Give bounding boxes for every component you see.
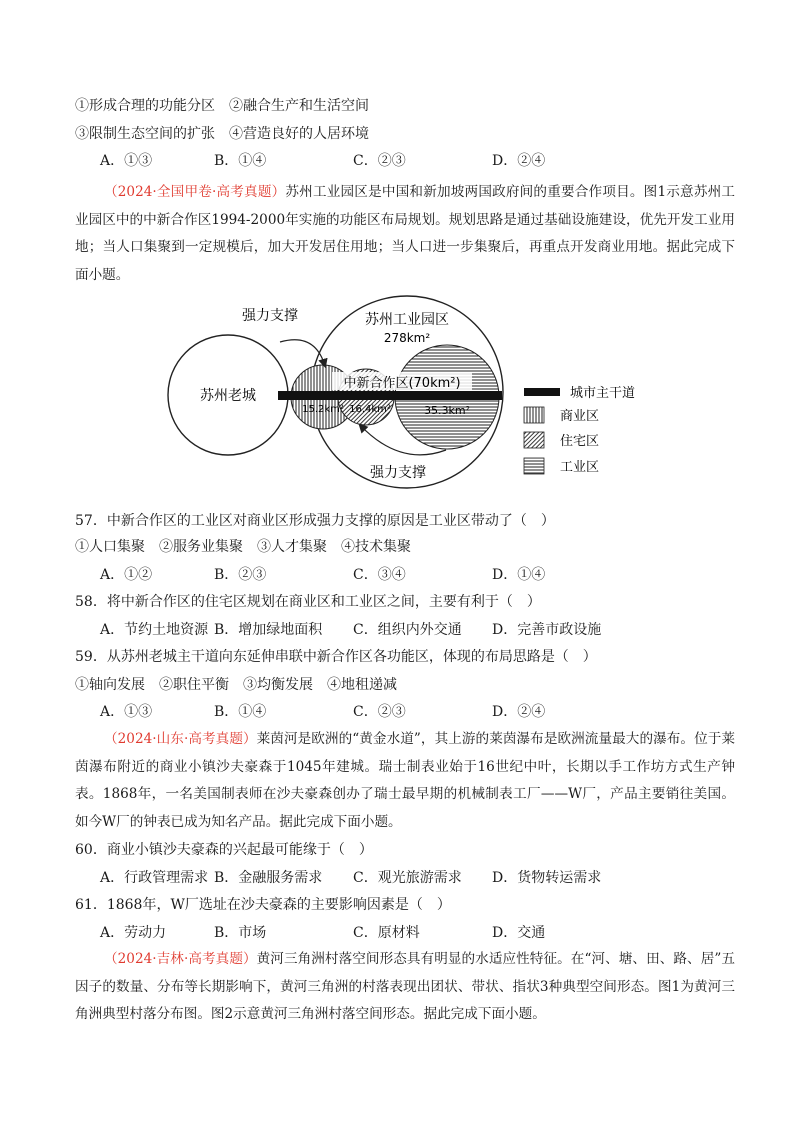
source-label: （2024·吉林·高考真题） xyxy=(104,951,257,967)
q61-option-c: C．原材料 xyxy=(353,925,420,941)
support-arrow-top xyxy=(280,340,325,366)
legend-road-swatch xyxy=(524,388,560,396)
q58-stem: 58．将中新合作区的住宅区规划在商业区和工业区之间，主要有利于（ ） xyxy=(75,594,541,610)
q58-option-b: B．增加绿地面积 xyxy=(214,622,323,638)
legend-industrial-swatch xyxy=(524,458,544,474)
q58-option-c: C．组织内外交通 xyxy=(353,622,462,638)
q57-option-c: C．③④ xyxy=(353,567,406,583)
passage-1 xyxy=(75,179,735,289)
q59-stem: 59．从苏州老城主干道向东延伸串联中新合作区各功能区，体现的布局思路是（ ） xyxy=(75,649,597,665)
support-label-bottom: 强力支撑 xyxy=(370,465,426,481)
legend-industrial-label: 工业区 xyxy=(560,460,600,475)
q60-option-b: B．金融服务需求 xyxy=(214,870,323,886)
q60-stem: 60．商业小镇沙夫豪森的兴起最可能缘于（ ） xyxy=(75,842,373,858)
q57-option-a: A．①② xyxy=(100,567,153,583)
main-road xyxy=(278,391,502,400)
area-industrial: 35.3km² xyxy=(424,404,470,417)
q58-option-d: D．完善市政设施 xyxy=(492,622,602,638)
park-area: 278km² xyxy=(383,331,431,345)
passage-2 xyxy=(75,726,735,836)
legend-road-label: 城市主干道 xyxy=(570,386,636,401)
source-label: （2024·全国甲卷·高考真题） xyxy=(104,184,286,200)
park-name: 苏州工业园区 xyxy=(365,312,449,328)
legend-commercial-swatch xyxy=(524,407,544,423)
q60-option-a: A．行政管理需求 xyxy=(100,870,209,886)
q61-option-a: A．劳动力 xyxy=(100,925,167,941)
q59-option-a: A．①③ xyxy=(100,704,153,720)
passage-3 xyxy=(75,946,735,1029)
legend-commercial-label: 商业区 xyxy=(560,409,600,424)
q57-option-d: D．①④ xyxy=(492,567,546,583)
q59-option-d: D．②④ xyxy=(492,704,546,720)
area-commercial: 15.2km² xyxy=(302,404,344,415)
zone-label: 中新合作区(70km²) xyxy=(343,376,461,391)
q61-option-b: B．市场 xyxy=(214,925,267,941)
option-a: A．①③ xyxy=(100,153,153,169)
source-label: （2024·山东·高考真题） xyxy=(104,731,257,747)
old-city-label: 苏州老城 xyxy=(200,388,256,404)
option-b: B．①④ xyxy=(214,153,267,169)
figure-suzhou-park xyxy=(160,292,640,497)
q59-option-c: C．②③ xyxy=(353,704,406,720)
support-label-top: 强力支撑 xyxy=(242,308,298,324)
option-c: C．②③ xyxy=(353,153,406,169)
passage-text: 黄河三角洲村落空间形态具有明显的水适应性特征。在“河、塘、田、路、居”五因子的数量、分布等长期影响下，黄河三角洲的村落表现出团状、带状、指状3种典型空间形态。图1为黄河三角洲典型村落分布图。图2示意黄河三角洲村落空间形态。据此完成下面小题。 xyxy=(75,951,735,1022)
statement-row-2: ③限制生态空间的扩张 ④营造良好的人居环境 xyxy=(75,126,369,142)
q59-items: ①轴向发展 ②职住平衡 ③均衡发展 ④地租递减 xyxy=(75,677,397,693)
area-residential: 16.4km² xyxy=(349,404,391,415)
q61-option-d: D．交通 xyxy=(492,925,546,941)
q60-option-d: D．货物转运需求 xyxy=(492,870,602,886)
legend-residential-label: 住宅区 xyxy=(560,434,600,449)
q57-stem: 57．中新合作区的工业区对商业区形成强力支撑的原因是工业区带动了（ ） xyxy=(75,513,555,529)
q58-option-a: A．节约土地资源 xyxy=(100,622,209,638)
q61-stem: 61．1868年，W厂选址在沙夫豪森的主要影响因素是（ ） xyxy=(75,897,451,913)
option-d: D．②④ xyxy=(492,153,546,169)
q57-option-b: B．②③ xyxy=(214,567,267,583)
q57-items: ①人口集聚 ②服务业集聚 ③人才集聚 ④技术集聚 xyxy=(75,539,411,555)
q60-option-c: C．观光旅游需求 xyxy=(353,870,462,886)
q59-option-b: B．①④ xyxy=(214,704,267,720)
statement-row-1: ①形成合理的功能分区 ②融合生产和生活空间 xyxy=(75,98,369,114)
passage-text: 苏州工业园区是中国和新加坡两国政府间的重要合作项目。图1示意苏州工业园区中的中新合作区1994-2000年实施的功能区布局规划。规划思路是通过基础设施建设，优先开发工业用地；当人口集聚到一定规模后，加大开发居住用地；当人口进一步集聚后，再重点开发商业用地。据此完成下面小题。 xyxy=(75,184,735,283)
legend-residential-swatch xyxy=(524,432,544,448)
passage-text: 莱茵河是欧洲的“黄金水道”，其上游的莱茵瀑布是欧洲流量最大的瀑布。位于莱茵瀑布附近的商业小镇沙夫豪森于1045年建城。瑞士制表业始于16世纪中叶，长期以手工作坊方式生产钟表。1868年，一名美国制表师在沙夫豪森创办了瑞士最早期的机械制表工厂——W厂，产品主要销往美国。如今W厂的钟表已成为知名产品。据此完成下面小题。 xyxy=(75,731,735,830)
